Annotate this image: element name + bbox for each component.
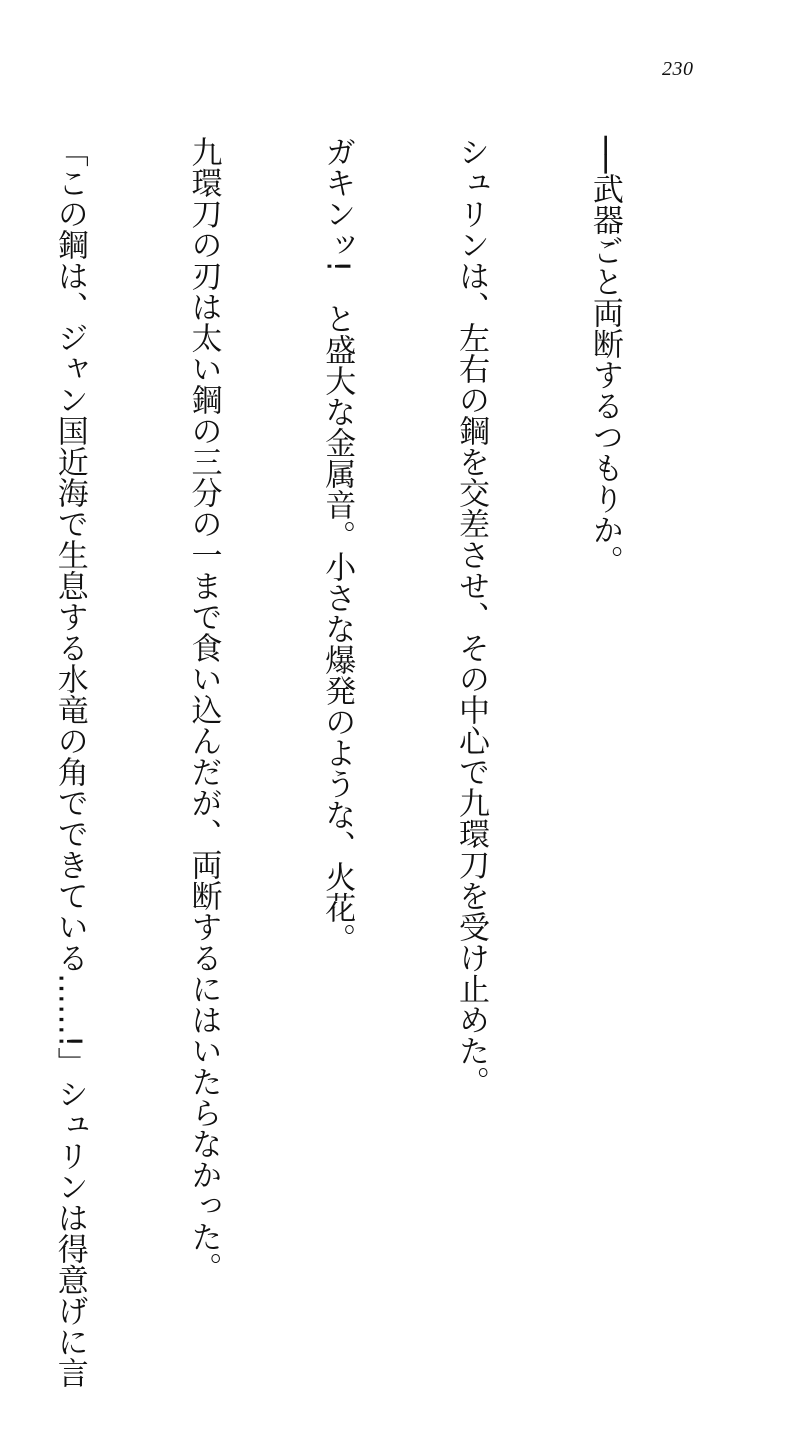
text-line: シュリンは、左右の鋼を交差させ、その中心で九環刀を受け止めた。 (453, 136, 490, 1097)
text-line: ──武器ごと両断するつもりか。 (586, 136, 623, 577)
text-line: ガキンッ! と盛大な金属音。小さな爆発のような、火花。 (319, 136, 356, 955)
page-number: 230 (662, 58, 694, 80)
vertical-text-body (0, 136, 716, 1389)
text-line: 九環刀の刃は太い鋼の三分の一まで食い込んだが、両断するにはいたらなかった。 (185, 136, 222, 1283)
text-line: 「この鋼は、ジャン国近海で生息する水竜の角でできている……!」シュリンは得意げに言 (51, 136, 88, 1389)
